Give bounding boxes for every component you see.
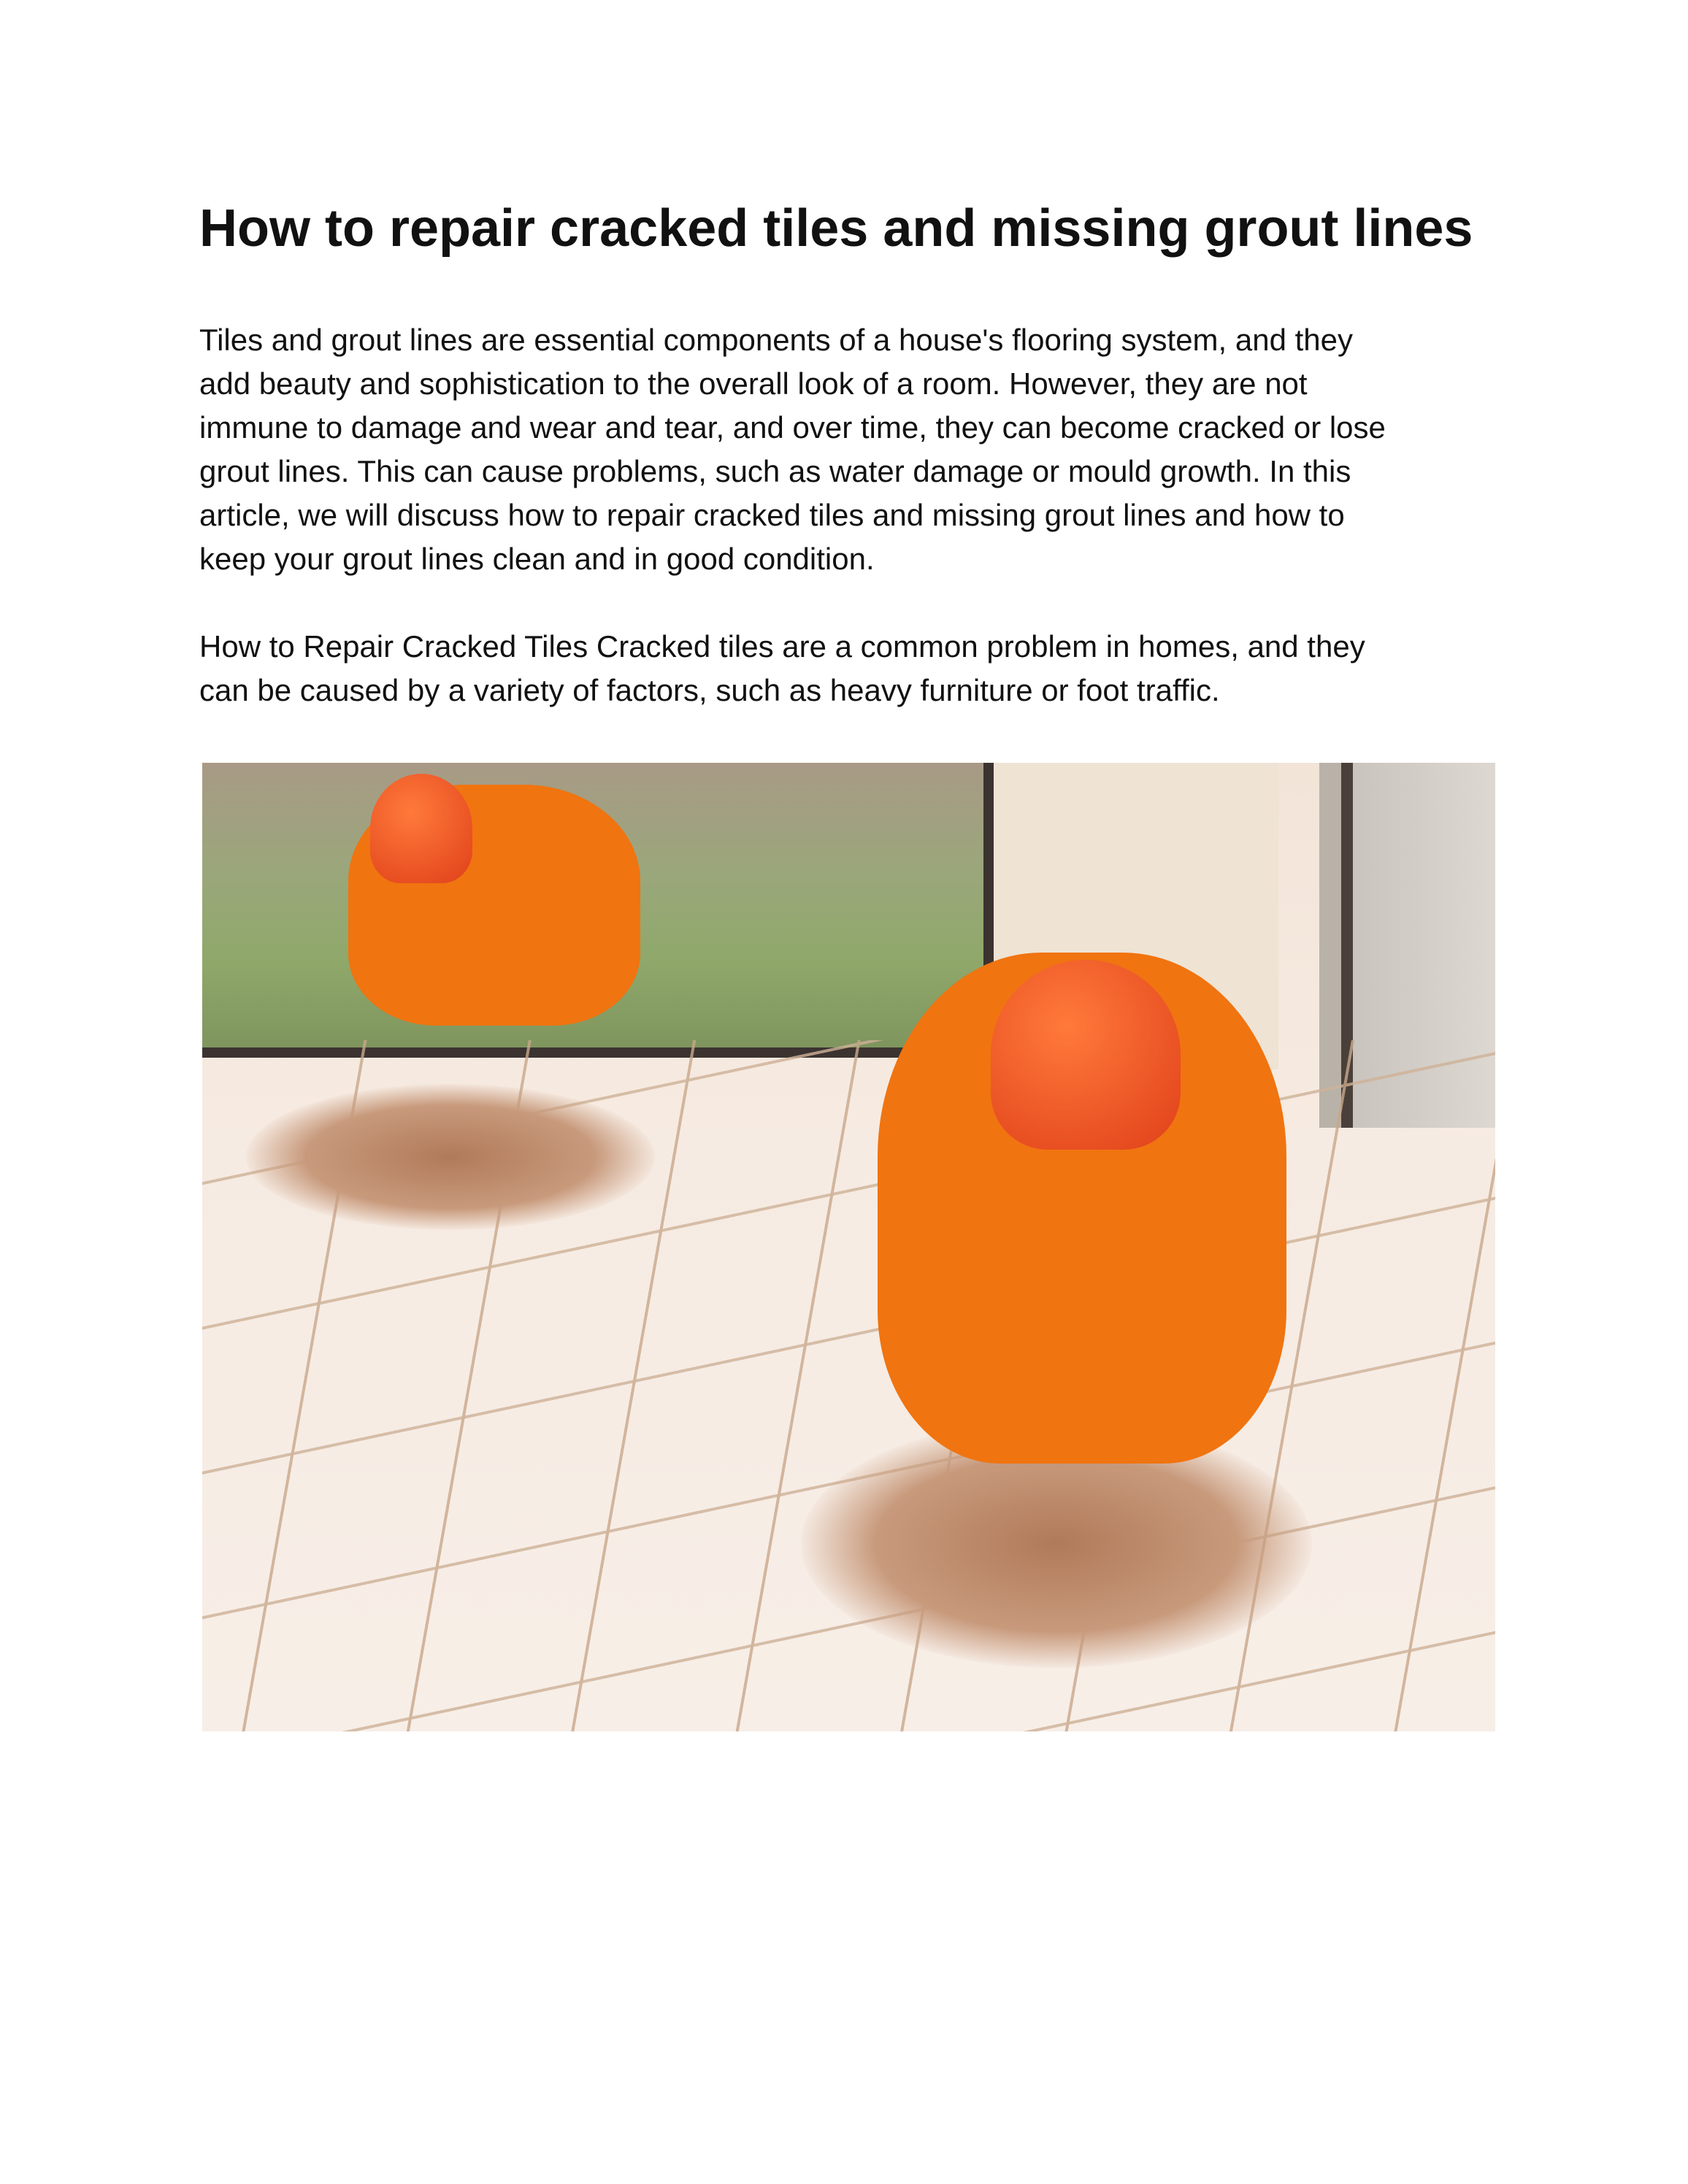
text-line: How to Repair Cracked Tiles Cracked tiles are a common problem in homes, and they <box>199 629 1365 664</box>
repair-paragraph <box>199 625 1365 712</box>
text-line: grout lines. This can cause problems, such as water damage or mould growth. In this <box>199 454 1351 488</box>
text-line: article, we will discuss how to repair cracked tiles and missing grout lines and how to <box>199 498 1345 532</box>
page-title: How to repair cracked tiles and missing grout lines <box>199 199 1473 258</box>
workers-repairing-tiles-photo <box>202 763 1495 1731</box>
text-line: add beauty and sophistication to the overall look of a room. However, they are not <box>199 366 1308 401</box>
photo-helmet <box>370 774 472 883</box>
photo-debris <box>246 1084 655 1230</box>
text-line: Tiles and grout lines are essential components of a house's flooring system, and they <box>199 323 1354 357</box>
photo-helmet <box>991 960 1181 1150</box>
text-line: keep your grout lines clean and in good condition. <box>199 542 875 576</box>
text-line: can be caused by a variety of factors, such as heavy furniture or foot traffic. <box>199 673 1220 707</box>
text-line: immune to damage and wear and tear, and over time, they can become cracked or lose <box>199 410 1386 445</box>
intro-paragraph <box>199 318 1386 581</box>
